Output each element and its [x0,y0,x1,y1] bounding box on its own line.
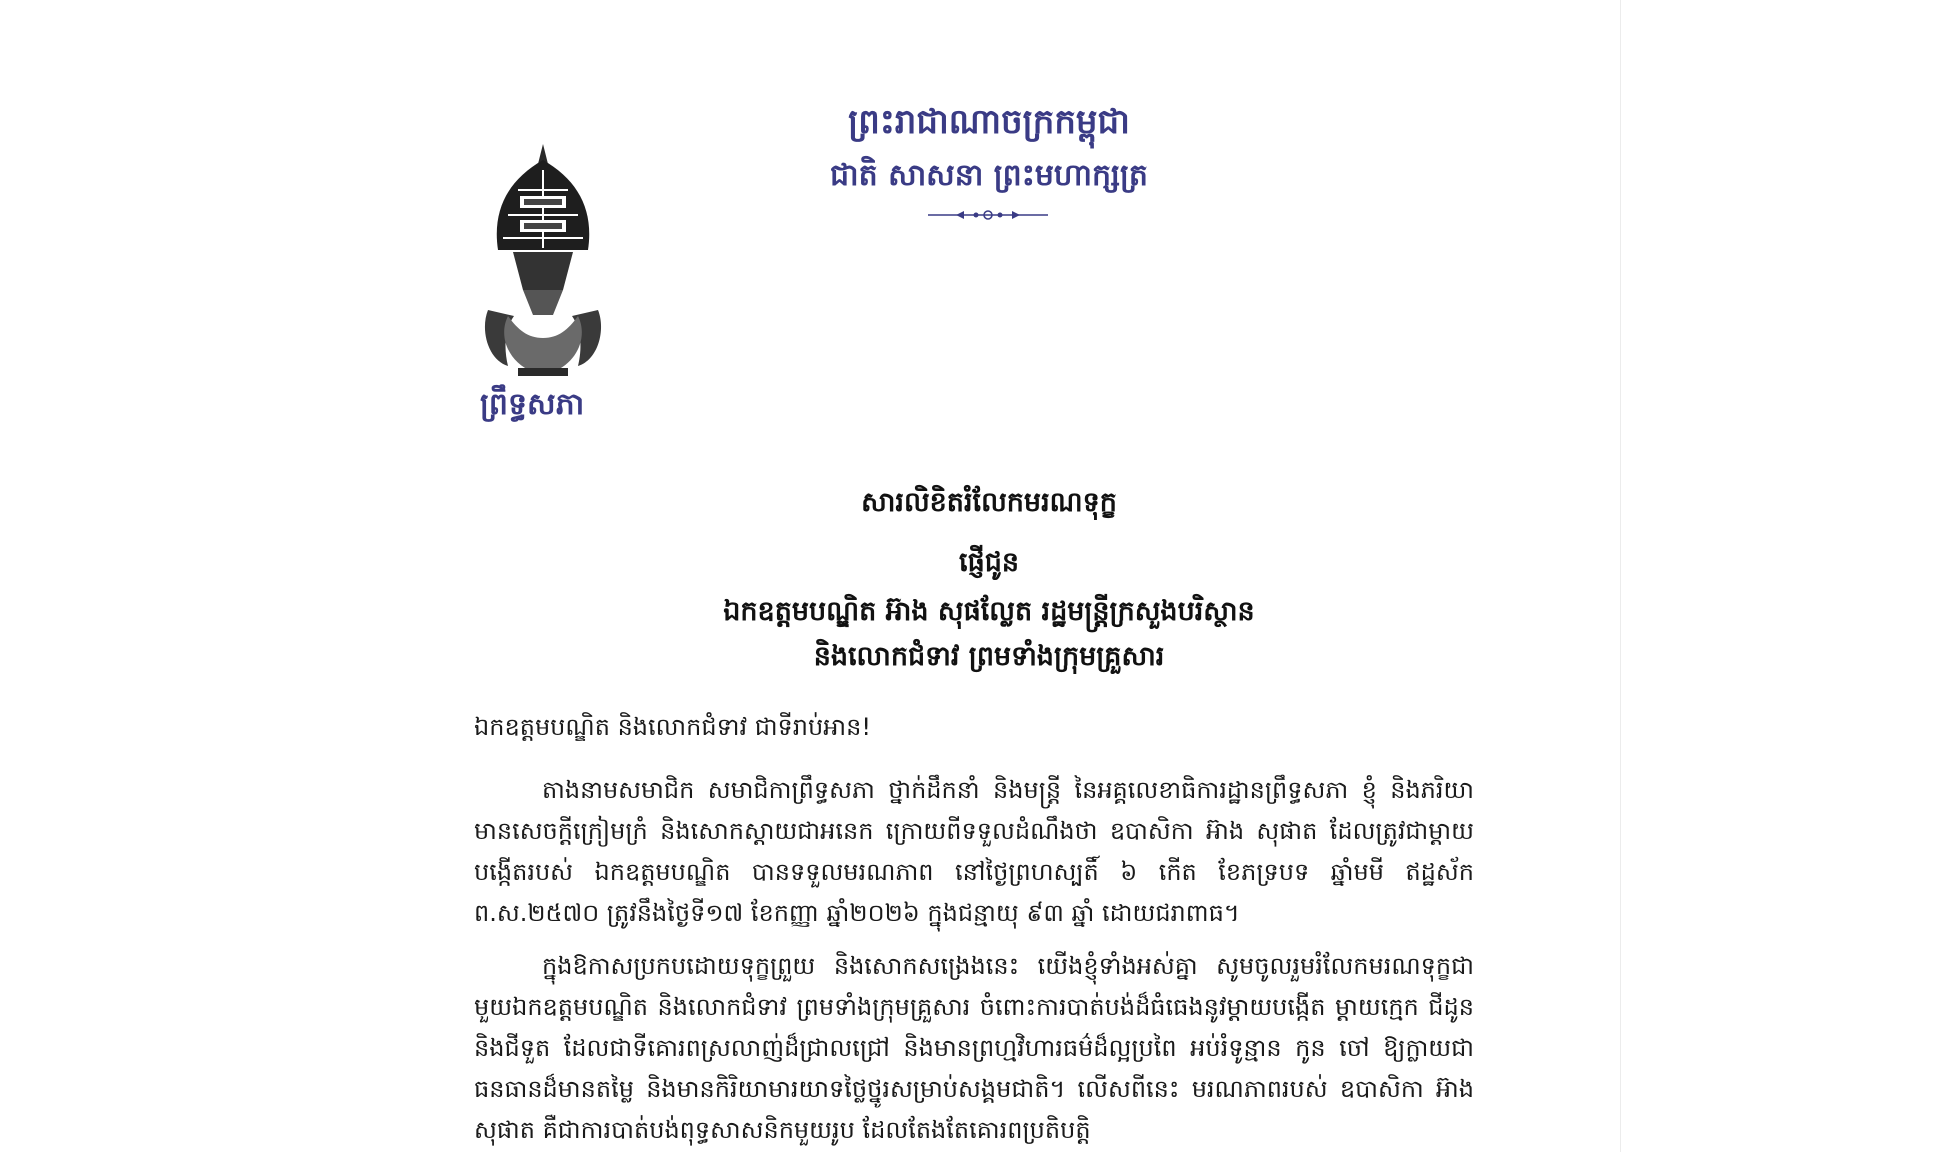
addressed-to: ផ្ញើជូន [959,547,1019,578]
national-motto: ជាតិ សាសនា ព្រះមហាក្សត្រ [830,158,1148,193]
document-page [358,0,1621,1152]
recipient-family-line: និងលោកជំទាវ ព្រមទាំងក្រុមគ្រួសារ [813,641,1165,672]
recipient-line: ឯកឧត្តមបណ្ឌិត អ៊ាង សុផល្លែត រដ្ឋមន្ត្រីក្រសួងបរិស្ថាន [723,596,1255,627]
ornament-divider-icon [926,208,1050,222]
salutation: ឯកឧត្តមបណ្ឌិត និងលោកជំទាវ ជាទីរាប់អាន! [474,713,871,741]
senate-emblem-icon [478,140,608,380]
body-paragraph: តាងនាមសមាជិក សមាជិកាព្រឹទ្ធសភា ថ្នាក់ដឹកនាំ និងមន្ត្រី នៃអគ្គលេខាធិការដ្ឋានព្រឹទ្ធសភា ខ្ញុំ និងភរិយា មានសេចក្តីក្រៀមក្រំ និងសោកស្តាយជាអនេក ក្រោយពីទទួលដំណឹងថា ឧបាសិកា អ៊ាង សុផាត ដែលត្រូវជាម្តាយបង្កើតរបស់ ឯកឧត្តមបណ្ឌិត បានទទួលមរណភាព នៅថ្ងៃព្រហស្បតិ៍ ៦ កើត ខែភទ្របទ ឆ្នាំមមី ឥដ្ឋស័ក ព.ស.២៥៧០ ត្រូវនឹងថ្ងៃទី១៧ ខែកញ្ញា ឆ្នាំ២០២៦ ក្នុងជន្មាយុ ៩៣ ឆ្នាំ ដោយជរាពាធ។ [474,776,1474,927]
kingdom-heading: ព្រះរាជាណាចក្រកម្ពុជា [848,102,1130,142]
institution-name: ព្រឹទ្ធសភា [480,387,585,422]
body-paragraph: ក្នុងឱកាសប្រកបដោយទុក្ខព្រួយ និងសោកសង្រេងនេះ យើងខ្ញុំទាំងអស់គ្នា សូមចូលរួមរំលែកមរណទុក្ខជាមួយឯកឧត្តមបណ្ឌិត និងលោកជំទាវ ព្រមទាំងក្រុមគ្រួសារ ចំពោះការបាត់បង់ដ៏ធំធេងនូវម្តាយបង្កើត ម្តាយក្មេក ជីដូន និងជីទួត ដែលជាទីគោរពស្រលាញ់ដ៏ជ្រាលជ្រៅ និងមានព្រហ្មវិហារធម៌ដ៏ល្អប្រពៃ អប់រំទូន្មាន កូន ចៅ ឱ្យក្លាយជាធនធានដ៏មានតម្លៃ និងមានកិរិយាមារយាទថ្លៃថ្នូរសម្រាប់សង្គមជាតិ។ លើសពីនេះ មរណភាពរបស់ ឧបាសិកា អ៊ាង សុផាត គឺជាការបាត់បង់ពុទ្ធសាសនិកមួយរូប ដែលតែងតែគោរពប្រតិបត្តិ [474,952,1474,1144]
document-title: សារលិខិតរំលែកមរណទុក្ខ [861,487,1117,518]
